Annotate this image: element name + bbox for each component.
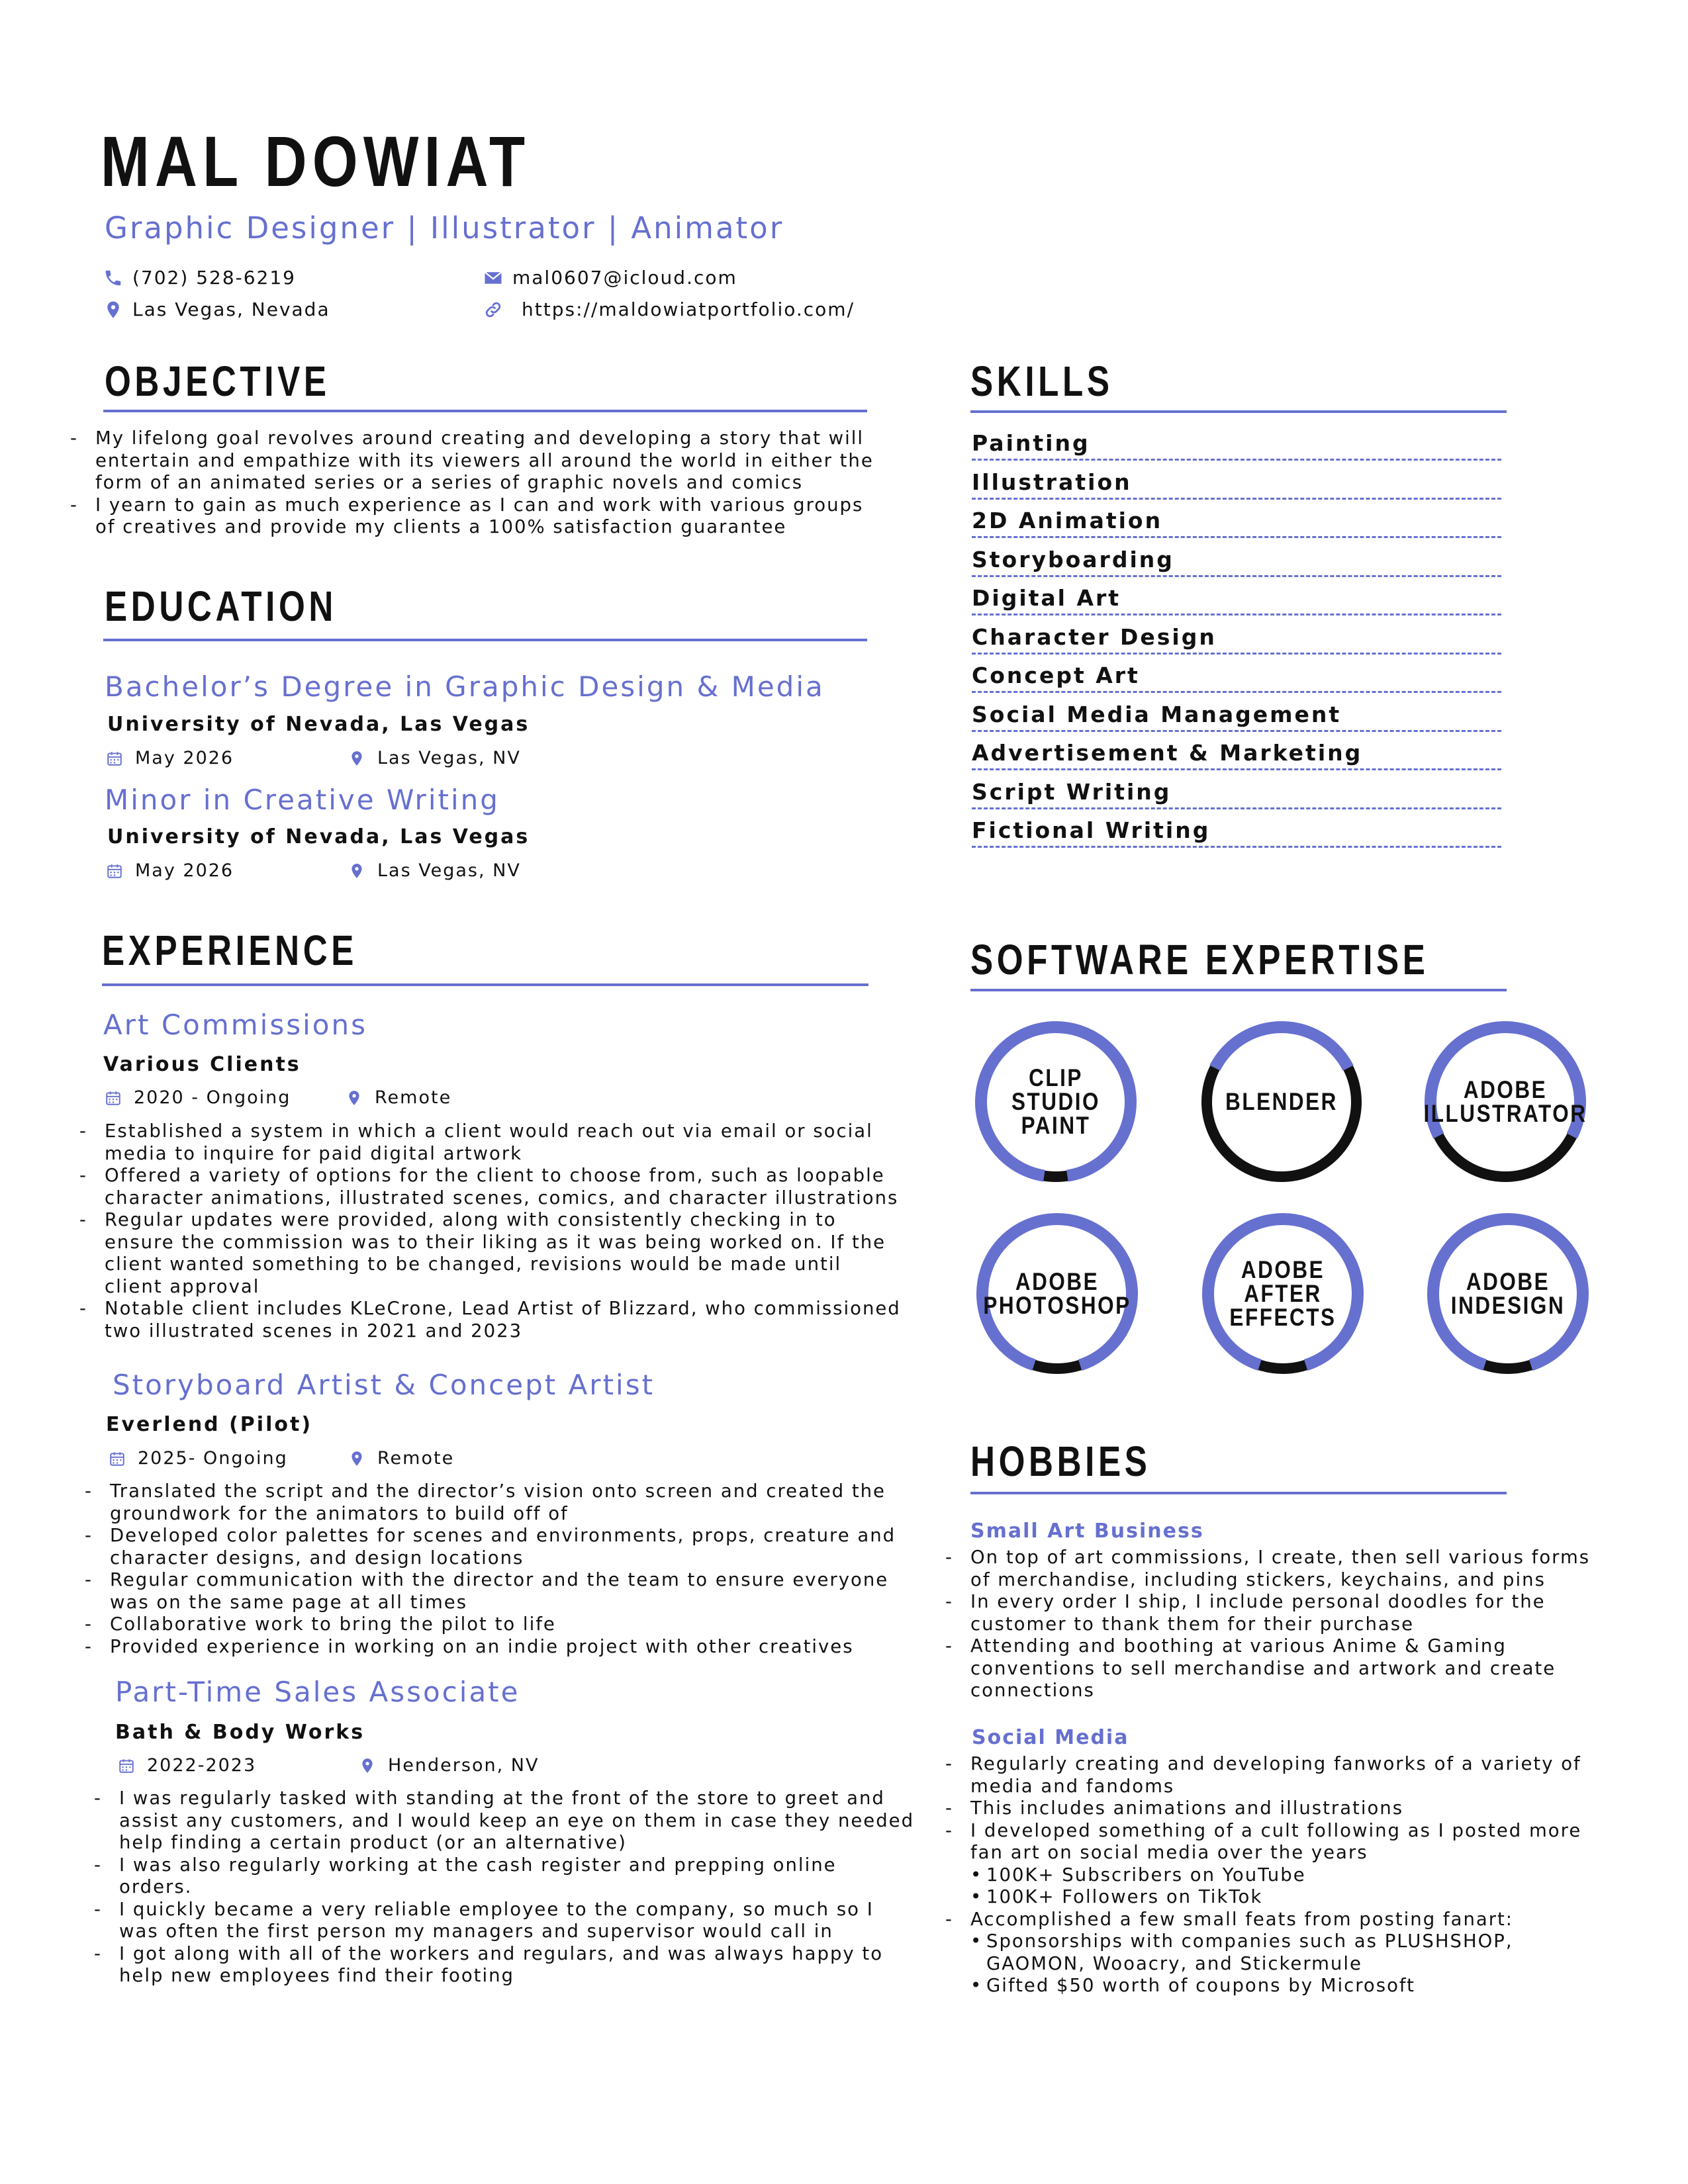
experience-heading: EXPERIENCE [102, 927, 358, 974]
calendar-icon [118, 1757, 135, 1774]
job-title: Art Commissions [103, 1009, 367, 1041]
website-text[interactable]: https://maldowiatportfolio.com/ [522, 298, 855, 320]
objective-bullet: - My lifelong goal revolves around creating and developing a story that will entertain and empathize with its viewers all around the world in either the form of an animated series or a series of graphic novels and comics [70, 428, 884, 494]
place-text: Henderson, NV [388, 1755, 539, 1776]
job-org: Various Clients [103, 1053, 301, 1076]
tagline: Graphic Designer | Illustrator | Animator [105, 210, 784, 246]
job-bullet: - Offered a variety of options for the client to choose from, such as loopable character animations, illustrated scenes, comics, and character illustrations [79, 1165, 904, 1209]
job-bullet: - Regular communication with the director and the team to ensure everyone was on the same page at all times [85, 1569, 906, 1614]
link-icon [483, 300, 503, 320]
job-place [346, 1087, 451, 1108]
software-ring [1419, 1016, 1591, 1188]
hobby-sublist [970, 1864, 1614, 1909]
job-place [348, 1448, 454, 1469]
skill-item: Advertisement & Marketing [972, 739, 1501, 770]
mail-icon [483, 268, 503, 288]
place-text: Las Vegas, NV [377, 748, 521, 768]
date-text: 2022-2023 [147, 1755, 257, 1776]
objective-heading: OBJECTIVE [105, 357, 330, 405]
education-date [106, 748, 234, 768]
map-pin-icon [103, 300, 123, 320]
job-bullets [94, 1788, 915, 1987]
skills-heading: SKILLS [970, 357, 1113, 405]
degree-title: Bachelor’s Degree in Graphic Design & Media [105, 670, 825, 703]
job-bullet: - Established a system in which a client would reach out via email or social media to inquire for paid digital artwork [79, 1120, 904, 1165]
hobby-bullet-text: I developed something of a cult following as I posted more fan art on social media over the years [970, 1819, 1582, 1863]
hobby-bullets [945, 1547, 1607, 1702]
hobby-bullet [945, 1909, 1614, 1997]
place-text: Remote [377, 1448, 455, 1469]
resume-name: MAL DOWIAT [101, 121, 531, 201]
education-date [106, 860, 234, 881]
job-title: Part-Time Sales Associate [115, 1676, 520, 1708]
job-bullet: - I was regularly tasked with standing at the front of the store to greet and assist any customers, and I would keep an eye on them in case they needed help finding a certain product (or an alternative) [94, 1788, 915, 1854]
hobby-bullet: - This includes animations and illustrations [945, 1797, 1614, 1820]
map-pin-icon [348, 1450, 365, 1467]
job-bullets [85, 1480, 906, 1658]
job-org: Bath & Body Works [115, 1721, 365, 1744]
software-label: ADOBE AFTER EFFECTS [1229, 1256, 1336, 1331]
objective-list [70, 428, 884, 539]
hobbies-rule [970, 1492, 1507, 1494]
map-pin-icon [348, 750, 365, 767]
contact-email[interactable] [483, 268, 737, 288]
experience-rule [102, 983, 868, 986]
education-heading: EDUCATION [105, 582, 337, 630]
skill-item: Script Writing [972, 778, 1501, 809]
hobbies-heading: HOBBIES [970, 1437, 1151, 1485]
contact-phone [103, 268, 296, 288]
skill-item: Fictional Writing [972, 817, 1501, 848]
hobby-bullet: - Regularly creating and developing fanworks of a variety of media and fandoms [945, 1753, 1614, 1797]
software-ring [1197, 1208, 1369, 1380]
skill-item: Social Media Management [972, 701, 1501, 732]
job-bullet: - Provided experience in working on an indie project with other creatives [85, 1636, 906, 1659]
hobby-subbullet: • 100K+ Subscribers on YouTube [970, 1864, 1614, 1887]
date-text: May 2026 [135, 748, 234, 768]
contact-website[interactable] [483, 300, 855, 320]
skill-item: Storyboarding [972, 546, 1501, 577]
skill-item: Character Design [972, 623, 1501, 655]
education-rule [103, 639, 867, 641]
objective-bullet: - I yearn to gain as much experience as I can and work with various groups of creatives and provide my clients a 100% satisfaction guarantee [70, 494, 884, 539]
skills-rule [970, 410, 1507, 413]
education-place [348, 860, 521, 881]
job-place [359, 1755, 539, 1776]
software-ring [971, 1208, 1143, 1380]
job-bullets [79, 1120, 904, 1342]
job-bullet: - I quickly became a very reliable employee to the company, so much so I was often the first person my managers and supervisor would call in [94, 1899, 915, 1943]
hobby-bullet: - Attending and boothing at various Anime & Gaming conventions to sell merchandise and artwork and create connections [945, 1635, 1607, 1702]
phone-icon [103, 268, 123, 288]
phone-text: (702) 528-6219 [132, 267, 296, 289]
job-bullet: - Developed color palettes for scenes and environments, props, creature and character designs, and design locations [85, 1525, 906, 1569]
hobby-sublist [970, 1931, 1614, 1997]
hobby-bullet: - In every order I ship, I include personal doodles for the customer to thank them for their purchase [945, 1591, 1607, 1635]
hobby-subbullet: • Gifted $50 worth of coupons by Microsoft [970, 1975, 1614, 1997]
software-label: CLIP STUDIO PAINT [1011, 1064, 1101, 1139]
skill-item: 2D Animation [972, 507, 1501, 538]
skill-item: Concept Art [972, 662, 1501, 693]
software-label: BLENDER [1225, 1088, 1338, 1115]
education-place [348, 748, 521, 768]
calendar-icon [105, 1089, 122, 1107]
date-text: 2020 - Ongoing [134, 1087, 291, 1108]
hobby-bullet: - On top of art commissions, I create, then sell various forms of merchandise, including stickers, keychains, and pins [945, 1547, 1607, 1591]
software-ring [1196, 1016, 1368, 1188]
job-bullet: - Regular updates were provided, along with consistently checking in to ensure the commission was to their liking as it was being worked on. If the client wanted something to be changed, revisions would be made until client approval [79, 1209, 904, 1298]
date-text: May 2026 [135, 860, 234, 881]
software-rule [970, 989, 1507, 991]
calendar-icon [106, 750, 123, 767]
hobby-subbullet: • 100K+ Followers on TikTok [970, 1886, 1614, 1909]
job-date [109, 1448, 288, 1469]
school-name: University of Nevada, Las Vegas [107, 825, 530, 848]
map-pin-icon [359, 1757, 376, 1774]
job-bullet: - Translated the script and the director’s vision onto screen and created the groundwork for the animators to build off of [85, 1480, 906, 1525]
hobby-subbullet: • Sponsorships with companies such as PLUSHSHOP, GAOMON, Wooacry, and Stickermule [970, 1931, 1614, 1975]
calendar-icon [106, 862, 123, 880]
place-text: Remote [375, 1087, 452, 1108]
map-pin-icon [348, 862, 365, 880]
place-text: Las Vegas, NV [377, 860, 521, 881]
hobby-bullet-text: Accomplished a few small feats from posting fanart: [970, 1908, 1514, 1930]
job-org: Everlend (Pilot) [106, 1413, 313, 1436]
job-bullet: - Notable client includes KLeCrone, Lead Artist of Blizzard, who commissioned two illustrated scenes in 2021 and 2023 [79, 1298, 904, 1342]
skill-item: Digital Art [972, 584, 1501, 615]
contact-location [103, 300, 330, 320]
job-title: Storyboard Artist & Concept Artist [113, 1369, 655, 1401]
software-label: ADOBE INDESIGN [1450, 1268, 1566, 1319]
job-date [118, 1755, 256, 1776]
skill-item: Illustration [972, 469, 1501, 500]
job-bullet: - I got along with all of the workers and regulars, and was always happy to help new employees find their footing [94, 1943, 915, 1987]
calendar-icon [109, 1450, 126, 1467]
hobby-title: Small Art Business [970, 1520, 1204, 1543]
software-ring [1422, 1208, 1594, 1380]
degree-title: Minor in Creative Writing [105, 784, 500, 816]
location-text: Las Vegas, Nevada [132, 298, 330, 320]
job-bullet: - Collaborative work to bring the pilot to life [85, 1614, 906, 1636]
map-pin-icon [346, 1089, 363, 1107]
date-text: 2025- Ongoing [138, 1448, 288, 1469]
school-name: University of Nevada, Las Vegas [107, 713, 530, 736]
software-ring [970, 1016, 1142, 1188]
skill-item: Painting [972, 430, 1501, 461]
software-label: ADOBE ILLUSTRATOR [1423, 1076, 1587, 1127]
job-date [105, 1087, 291, 1108]
hobby-bullet [945, 1820, 1614, 1909]
job-bullet: - I was also regularly working at the cash register and prepping online orders. [94, 1854, 915, 1899]
email-text[interactable]: mal0607@icloud.com [512, 267, 737, 289]
hobby-title: Social Media [972, 1726, 1129, 1749]
software-label: ADOBE PHOTOSHOP [983, 1268, 1131, 1319]
software-heading: SOFTWARE EXPERTISE [970, 936, 1429, 983]
hobby-bullets [945, 1753, 1614, 1997]
objective-rule [103, 410, 867, 412]
